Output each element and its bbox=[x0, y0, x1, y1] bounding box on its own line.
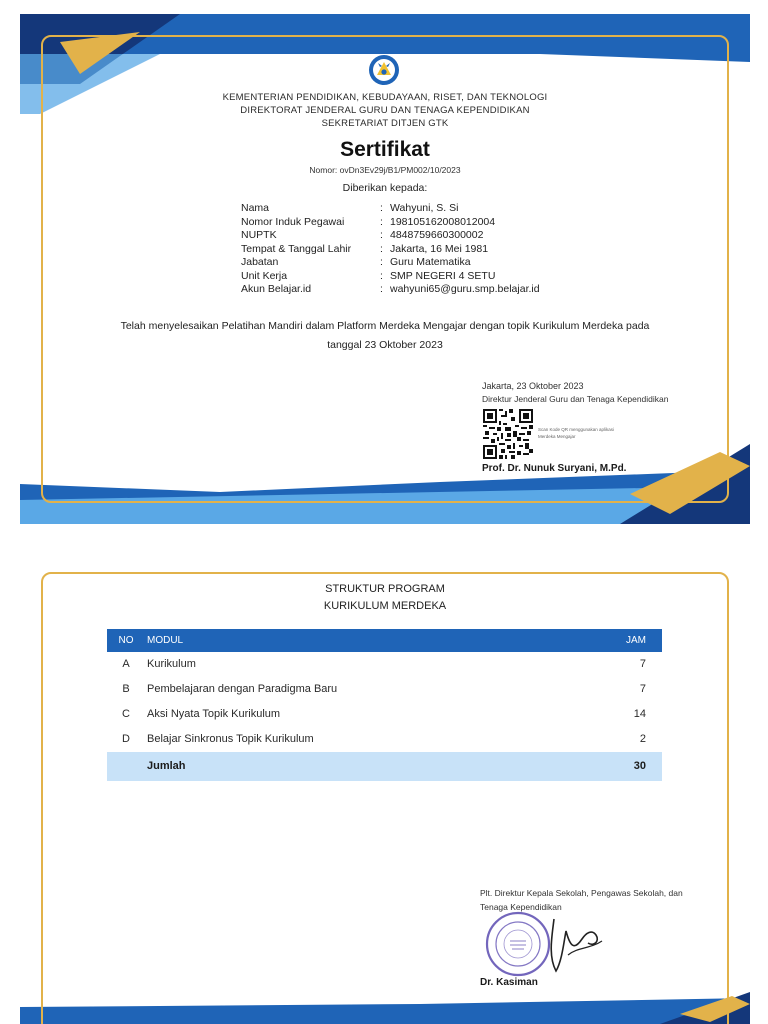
row-modul: Pembelajaran dengan Paradigma Baru bbox=[147, 683, 338, 695]
signature-role: Direktur Jenderal Guru dan Tenaga Kependidikan bbox=[482, 394, 669, 404]
total-no bbox=[107, 752, 145, 781]
field-colon: : bbox=[380, 256, 383, 268]
field-value: 198105162008012004 bbox=[390, 215, 496, 228]
field-row-nama bbox=[241, 202, 601, 216]
field-value: Wahyuni, S. Si bbox=[390, 202, 459, 214]
field-label: Nama bbox=[241, 202, 270, 214]
certificate-number: Nomor: ovDn3Ev29j/B1/PM002/10/2023 bbox=[309, 165, 461, 175]
table-total-row bbox=[107, 752, 662, 781]
field-colon: : bbox=[380, 215, 383, 228]
header-jam: JAM bbox=[626, 635, 646, 646]
program-title-line-2: KURIKULUM MERDEKA bbox=[323, 600, 447, 612]
ministry-line-1: KEMENTERIAN PENDIDIKAN, KEBUDAYAAN, RISET, DAN TEKNOLOGI bbox=[222, 92, 548, 103]
official-stamp-signature bbox=[482, 911, 617, 977]
ministry-line-3: SEKRETARIAT DITJEN GTK bbox=[321, 118, 449, 129]
program-structure-page bbox=[20, 552, 750, 1024]
row-jam: 7 bbox=[639, 658, 646, 670]
field-colon: : bbox=[380, 229, 383, 241]
row-modul: Belajar Sinkronus Topik Kurikulum bbox=[147, 733, 314, 745]
program-title-line-1: STRUKTUR PROGRAM bbox=[325, 583, 445, 595]
field-label: Unit Kerja bbox=[241, 269, 288, 282]
total-label: Jumlah bbox=[147, 760, 186, 772]
ministry-line-2: DIREKTORAT JENDERAL GURU DAN TENAGA KEPENDIDIKAN bbox=[240, 105, 530, 116]
row-no: D bbox=[122, 733, 130, 745]
recipient-details bbox=[241, 202, 601, 297]
row-no: B bbox=[122, 683, 130, 695]
table-row bbox=[107, 702, 662, 727]
row-modul: Aksi Nyata Topik Kurikulum bbox=[147, 708, 281, 720]
signatory-name: Dr. Kasiman bbox=[480, 977, 538, 988]
field-row-birth bbox=[241, 243, 601, 257]
row-jam: 2 bbox=[639, 733, 646, 745]
completion-date: tanggal 23 Oktober 2023 bbox=[327, 339, 443, 351]
field-row-unit bbox=[241, 270, 601, 284]
field-value: SMP NEGERI 4 SETU bbox=[390, 269, 496, 282]
table-row bbox=[107, 677, 662, 702]
field-colon: : bbox=[380, 283, 383, 295]
field-label: Akun Belajar.id bbox=[241, 283, 312, 295]
signatory-role: Plt. Direktur Kepala Sekolah, Pengawas Sekolah, dan Tenaga Kependidikan bbox=[480, 888, 683, 912]
field-value: wahyuni65@guru.smp.belajar.id bbox=[390, 283, 540, 295]
signature-place-date: Jakarta, 23 Oktober 2023 bbox=[482, 381, 584, 391]
field-value: Guru Matematika bbox=[390, 256, 471, 268]
field-label: Jabatan bbox=[241, 256, 279, 268]
certificate-page bbox=[20, 14, 750, 524]
signatory-name: Prof. Dr. Nunuk Suryani, M.Pd. bbox=[482, 463, 627, 474]
field-colon: : bbox=[380, 202, 383, 214]
table-row bbox=[107, 652, 662, 677]
field-colon: : bbox=[380, 269, 383, 282]
table-header bbox=[107, 629, 662, 652]
row-no: A bbox=[122, 658, 130, 670]
row-jam: 14 bbox=[633, 708, 646, 720]
field-row-nip bbox=[241, 216, 601, 230]
table-row bbox=[107, 727, 662, 752]
field-label: Tempat & Tanggal Lahir bbox=[241, 242, 352, 255]
qr-scan-note: Scan Kode QR menggunakan aplikasi Merdeka Mengajar bbox=[538, 427, 615, 439]
header-modul: MODUL bbox=[147, 635, 184, 646]
qr-code-icon bbox=[483, 409, 533, 459]
row-jam: 7 bbox=[639, 683, 646, 695]
certificate-title: Sertifikat bbox=[340, 138, 430, 161]
field-row-jabatan bbox=[241, 256, 601, 270]
field-value: Jakarta, 16 Mei 1981 bbox=[390, 242, 489, 255]
field-value: 4848759660300002 bbox=[390, 229, 484, 241]
given-to-label: Diberikan kepada: bbox=[342, 182, 428, 194]
field-label: NUPTK bbox=[241, 229, 277, 241]
field-row-akun bbox=[241, 283, 601, 297]
total-jam: 30 bbox=[633, 760, 646, 772]
field-row-nuptk bbox=[241, 229, 601, 243]
row-modul: Kurikulum bbox=[147, 658, 196, 670]
program-table bbox=[107, 629, 662, 781]
row-no: C bbox=[122, 708, 130, 720]
tut-wuri-handayani-logo bbox=[368, 54, 400, 86]
field-label: Nomor Induk Pegawai bbox=[241, 215, 345, 228]
completion-statement: Telah menyelesaikan Pelatihan Mandiri dalam Platform Merdeka Mengajar dengan topik Kurikulum Merdeka pada bbox=[120, 320, 650, 332]
field-colon: : bbox=[380, 242, 383, 255]
header-no: NO bbox=[118, 635, 134, 646]
